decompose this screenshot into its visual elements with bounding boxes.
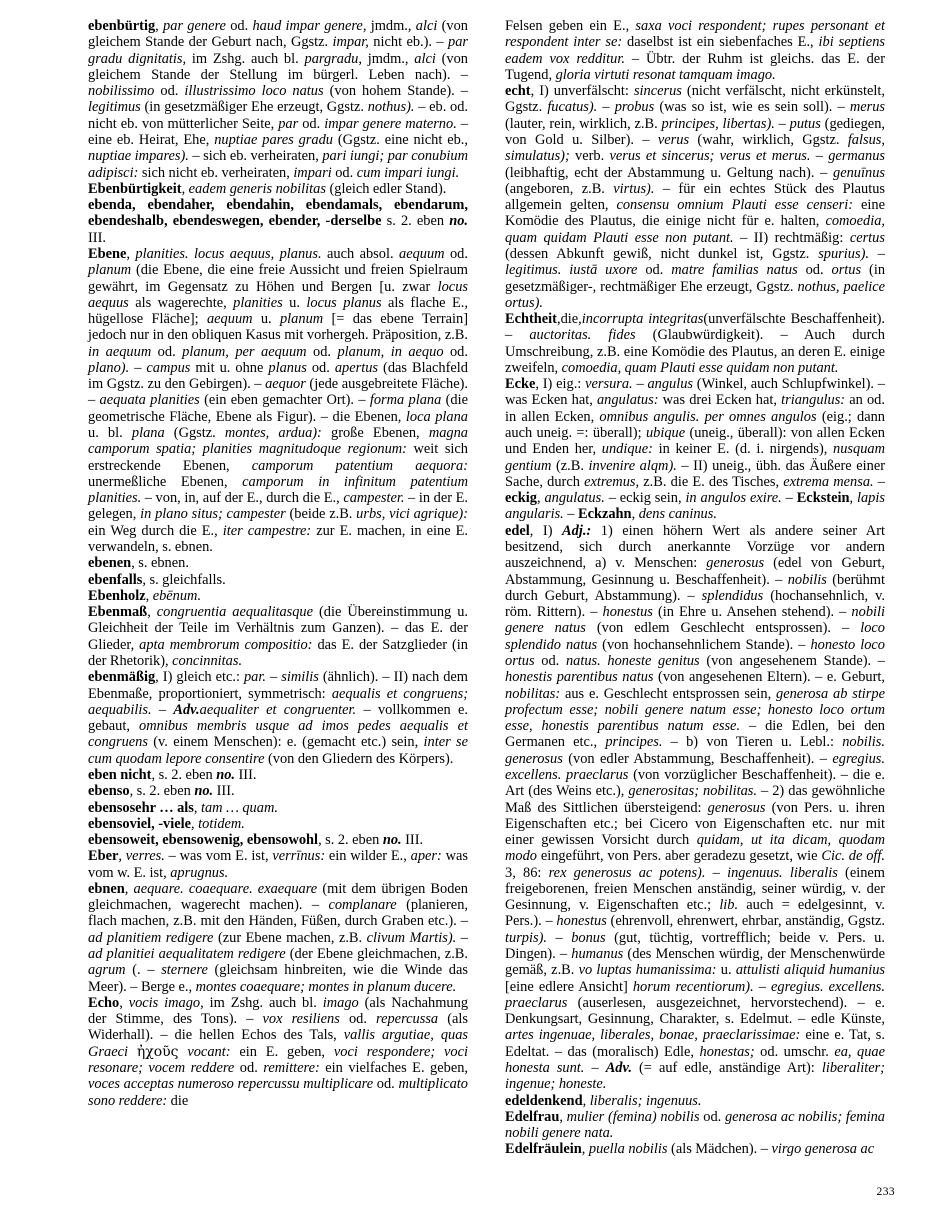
dictionary-entry: Ebenbürtigkeit, eadem generis nobilitas (gleich edler Stand). [88,180,447,197]
dictionary-entry: edel, I) Adj.: 1) einen höhern Wert als andere seiner Art besitzend, sich durch anerkannte Vorzüge vor andern auszeichnend, a) v. Menschen: generosus (edel von Geburt, Abstammung, Gesinnung u. Beschaffenheit). – nobilis (berühmt durch Geburt, Abstammung). – splendidus (hochansehnlich, v. röm. Rittern). – honestus (in Ehre u. Ansehen stehend). – nobili genere natus (von edlem Geschlecht entsprossen). – loco splendido natus (von hochansehnlichem Stande). – honesto loco ortus od. natus. honeste genitus (von angesehenem Stande). – honestis parentibus natus (von angesehenen Eltern). – e. Geburt, nobilitas: aus e. Geschlecht entsprossen sein, generosa ab stirpe profectum esse; nobili genere natum esse; honesto loco ortum esse, honestis parentibus natum esse. – die Edlen, bei den Germanen etc., principes. – b) von Tieren u. Lebl.: nobilis. generosus (von edler Abstammung, Beschaffenheit). – egregius. excellens. praeclarus (von vorzüglicher Beschaffenheit). – die e. Art (des Weins etc.), generositas; nobilitas. – 2) das gewöhnliche Maß des Sittlichen übersteigend: generosus (von Pers. u. ihren Eigenschaften etc.; bei Cicero von Eigenschaften etc. nur mit einer gewissen Vorsicht durch quidam, ut ita dicam, quodam modo eingeführt, von Pers. aber geradezu gesetzt, wie Cic. de off. 3, 86: rex generosus ac potens). – ingenuus. liberalis (einem freigeborenen, freien Menschen anständig, seiner würdig, v. der Gesinnung, v. Eigenschaften etc.; lib. auch = edelgesinnt, v. Pers.). – honestus (ehrenvoll, ehrenwert, ehrbar, anständig, Ggstz. turpis). – bonus (gut, tüchtig, vortrefflich; beide v. Pers. u. Dingen). – humanus (des Menschen würdig, der Menschenwürde gemäß, z.B. vo luptas humanissima: u. attulisti aliquid humanius [eine edlere Ansicht] horum recentiorum). – egregius. excellens. praeclarus (auserlesen, ausgezeichnet, hervorstechend). – e. Denkungsart, Gesinnung, Charakter, s. Edelmut. – edle Künste, artes ingenuae, liberales, bonae, praeclarissimae: eine e. Tat, s. Edeltat. – das (moralisch) Edle, honestas; od. umschr. ea, quae honesta sunt. – Adv. (= auf edle, anständige Art): liberaliter; ingenue; honeste. [505,522,886,1093]
column-left [88,18,468,1109]
dictionary-entry: Ebenholz, ebēnum. [88,587,202,604]
dictionary-entry: eben nicht, s. 2. eben no. III. [88,766,257,783]
dictionary-entry: Echtheit,die,incorrupta integritas(unverfälschte Beschaffenheit). – auctoritas. fides (Glaubwürdigkeit). – Auch durch Umschreibung, z.B. eine Komödie des Plautus, an deren E. einige zweifeln, comoedia, quam Plauti esse quidam non putant. [505,311,886,376]
dictionary-entry: ebnen, aequare. coaequare. exaequare (mit dem übrigen Boden gleichmachen, wagerecht machen). – complanare (planieren, flach machen, z.B. mit den Händen, Füßen, durch Graben etc.). – ad planitiem redigere (zur Ebene machen, z.B. clivum Martis). – ad planitiei aequalitatem redigere (der Ebene gleichmachen, z.B. agrum (. – sternere (gleichsam hinbreiten, wie die Winde das Meer). – Berge e., montes coaequare; montes in planum ducere. [88,880,468,995]
dictionary-entry: Ecke, I) eig.: versura. – angulus (Winkel, auch Schlupfwinkel). – was Ecken hat, angulatus: was drei Ecken hat, triangulus: an od. in allen Ecken, omnibus angulis. per omnes angulos (eig.; dann auch uneig. =: überall); ubique (uneig., überall): von allen Ecken und Enden her, undique: in keiner E. (d. i. nirgends), nusquam gentium (z.B. invenire alqm). – II) uneig., übh. das Äußere einer Sache, durch extremus, z.B. die E. des Tisches, extrema mensa. – eckig, angulatus. – eckig sein, in angulos exire. – Eckstein, lapis angularis. – Eckzahn, dens caninus. [505,376,886,523]
dictionary-entry: echt, I) unverfälscht: sincerus (nicht verfälscht, nicht erkünstelt, Ggstz. fucatus). – probus (was so ist, wie es sein soll). – merus (lauter, rein, wirklich, z.B. principes, libertas). – putus (gediegen, von Gold u. Silber). – verus (wahr, wirklich, Ggstz. falsus, simulatus); verb. verus et sincerus; verus et merus. – germanus (leibhaftig, echt der Abstammung u. Geltung nach). – genuīnus (angeboren, z.B. virtus). – für ein echtes Stück des Plautus allgemein gelten, consensu omnium Plauti esse censeri: eine Komödie des Plautus, die einige nicht für e. halten, comoedia, quam quidam Plauti esse non putant. – II) rechtmäßig: certus (dessen Abkunft gewiß, nicht dunkel ist, Ggstz. spurius). – legitimus. iustā uxore od. matre familias natus od. ortus (in gesetzmäßiger-, rechtmäßiger Ehe erzeugt, Ggstz. nothus, paelice ortus). [505,83,886,311]
dictionary-entry: Felsen geben ein E., saxa voci respondent; rupes personant et respondent inter se: daselbst ist ein siebenfaches E., ibi septiens eadem vox redditur. – Übtr. der Ruhm ist gleichs. das E. der Tugend, gloria virtuti resonat tamquam imago. [505,18,886,83]
dictionary-entry: ebensosehr … als, tam … quam. [88,799,278,816]
page-number: 233 [876,1186,895,1198]
dictionary-entry: ebenfalls, s. gleichfalls. [88,571,226,588]
dictionary-entry: ebensoviel, -viele, totidem. [88,815,245,832]
dictionary-entry: ebenmäßig, I) gleich etc.: par. – similis (ähnlich). – II) nach dem Ebenmaße, proportioniert, symmetrisch: aequalis et congruens; aequabilis. – Adv.aequaliter et congruenter. – vollkommen e. gebaut, omnibus membris usque ad imos pedes aequalis et congruens (v. einem Menschen): e. (gemacht etc.) sein, inter se cum quodam lepore consentire (von den Gliedern des Körpers). [88,669,469,767]
dictionary-entry: Eber, verres. – was vom E. ist, verrīnus: ein wilder E., aper: was vom w. E. ist, aprugnus. [88,848,468,881]
dictionary-entry: Edelfräulein, puella nobilis (als Mädchen). – virgo generosa ac [505,1141,875,1158]
dictionary-entry: ebenen, s. ebnen. [88,555,189,572]
dictionary-entry: Echo, vocis imago, im Zshg. auch bl. imago (als Nachahmung der Stimme, des Tons). – vox resiliens od. repercussa (als Widerhall). – die hellen Echos des Tals, vallis argutiae, quas Graeci ἠχοῦς vocant: ein E. geben, voci respondere; voci resonare; vocem reddere od. remittere: ein vielfaches E. geben, voces acceptas numeroso repercussu multiplicare od. multiplicato sono reddere: die [88,994,469,1109]
dictionary-entry: ebenda, ebendaher, ebendahin, ebendamals, ebendarum, ebendeshalb, ebendeswegen, ebender, -derselbe s. 2. eben no. III. [88,197,468,246]
dictionary-entry: Edelfrau, mulier (femina) nobilis od. generosa ac nobilis; femina nobili genere nata. [505,1108,886,1142]
dictionary-entry: edeldenkend, liberalis; ingenuus. [505,1092,702,1109]
page-columns [88,18,895,1158]
column-right [505,18,885,1158]
dictionary-entry: ebenso, s. 2. eben no. III. [88,783,235,800]
dictionary-entry: Ebene, planities. locus aequus, planus. auch absol. aequum od. planum (die Ebene, die eine freie Aussicht und freien Spielraum gewährt, im Gegensatz zu Höhen und Bergen [u. zwar locus aequus als wagerechte, planities u. locus planus als flache E., hügellose Fläche]; aequum u. planum [= das ebene Terrain] jedoch nur in den obliquen Kasus mit vorhergeh. Präposition, z.B. in aequum od. planum, per aequum od. planum, in aequo od. plano). – campus mit u. ohne planus od. apertus (das Blachfeld im Ggstz. zu den Gebirgen). – aequor (jede ausgebreitete Fläche). – aequata planities (ein eben gemachter Ort). – forma plana (die geometrische Fläche, Ebene als Figur). – die Ebenen, loca plana u. bl. plana (Ggstz. montes, ardua): große Ebenen, magna camporum spatia; planities magnitudoque regionum: weit sich erstreckende Ebenen, camporum patentium aequora: unermeßliche Ebenen, camporum in infinitum patentium planities. – von, in, auf der E., durch die E., campester. – in der E. gelegen, in plano situs; campester (beide z.B. urbs, vici agrique): ein Weg durch die E., iter campestre: zur E. machen, in eine E. verwandeln, s. ebnen. [88,245,469,555]
dictionary-entry: ebensoweit, ebensowenig, ebensowohl, s. 2. eben no. III. [88,832,424,849]
dictionary-entry: Ebenmaß, congruentia aequalitasque (die Übereinstimmung u. Gleichheit der Teile im Verhältnis zum Ganzen). – das E. der Glieder, apta membrorum compositio: das E. der Satzglieder (in der Rhetorik), concinnitas. [88,604,469,669]
dictionary-entry: ebenbürtig, par genere od. haud impar genere, jmdm., alci (von gleichem Stande der Geburt nach, Ggstz. impar, nicht eb.). – par gradu dignitatis, im Zshg. auch bl. pargradu, jmdm., alci (von gleichem Stande der Stellung im bürgerl. Leben nach). – nobilissimo od. illustrissimo loco natus (von hohem Stande). – legitimus (in gesetzmäßiger Ehe erzeugt, Ggstz. nothus). – eb. od. nicht eb. von mütterlicher Seite, par od. impar genere materno. – eine eb. Heirat, Ehe, nuptiae pares gradu (Ggstz. eine nicht eb., nuptiae impares). – sich eb. verheiraten, pari iungi; par conubium adipisci: sich nicht eb. verheiraten, impari od. cum impari iungi. [88,18,469,181]
